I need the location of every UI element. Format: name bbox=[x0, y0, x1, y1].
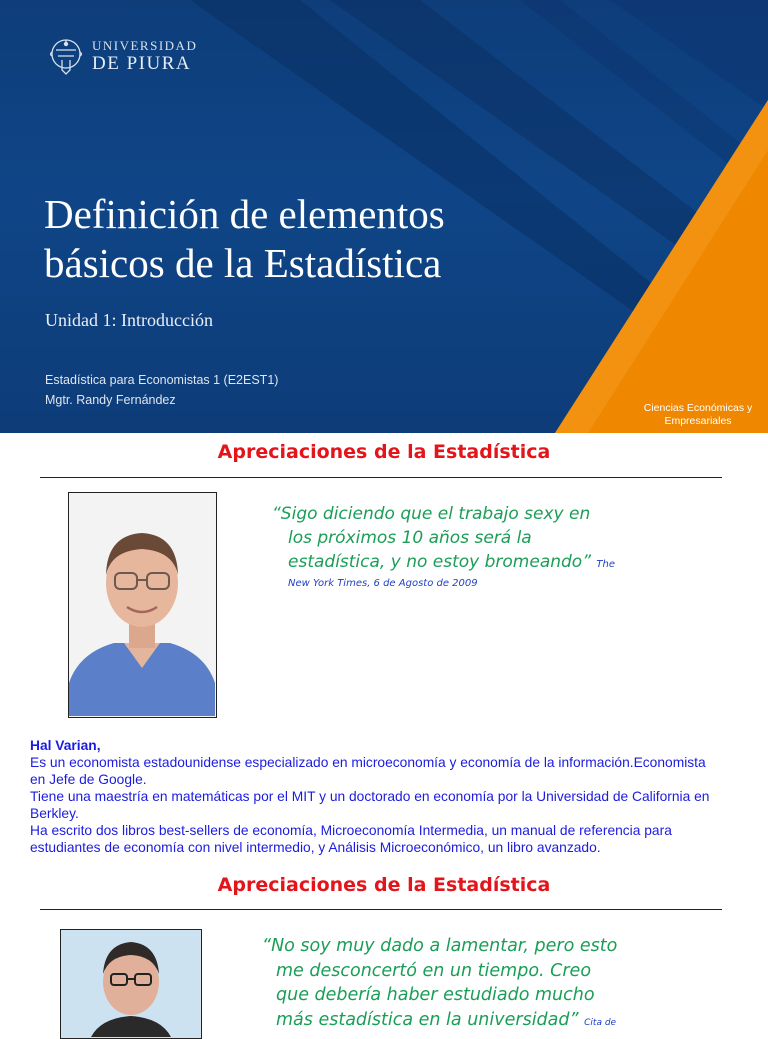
bio-name: Hal Varian, bbox=[30, 738, 101, 753]
section-heading-levchin: Apreciaciones de la Estadística bbox=[217, 874, 551, 896]
university-seal-icon bbox=[48, 32, 84, 80]
levchin-quote bbox=[262, 934, 638, 1035]
varian-quote bbox=[272, 502, 642, 591]
bio-line-3: Tiene una maestría en matemáticas por el MIT y un doctorado en economía por la Universidad de California en bbox=[30, 789, 710, 804]
quote2-line-3: que debería haber estudiado mucho bbox=[276, 985, 595, 1005]
title-slide bbox=[0, 0, 768, 433]
hal-varian-photo bbox=[68, 492, 217, 718]
heading-divider-2 bbox=[40, 909, 722, 910]
bio-line-2: en Jefe de Google. bbox=[30, 772, 147, 787]
quote-source: New York Times, 6 de Agosto de 2009 bbox=[288, 578, 478, 589]
faculty-label-line-1: Ciencias Económicas y bbox=[643, 402, 753, 414]
quote2-line-4-text: más estadística en la universidad” bbox=[276, 1009, 579, 1030]
quote-line-3-text: estadística, y no estoy bromeando” bbox=[288, 552, 592, 572]
logo-text-top: UNIVERSIDAD bbox=[92, 38, 198, 53]
levchin-photo bbox=[60, 929, 202, 1039]
quote-line-3 bbox=[272, 550, 642, 577]
bio-line-5: Ha escrito dos libros best-sellers de economía, Microeconomía Intermedia, un manual de referencia para bbox=[30, 823, 672, 838]
quote2-source-inline: Cita de bbox=[584, 1017, 617, 1028]
logo-text-bottom: DE PIURA bbox=[92, 53, 192, 74]
slide-title-line-2: básicos de la Estadística bbox=[44, 240, 442, 286]
quote2-line-2: me desconcertó en un tiempo. Creo bbox=[276, 960, 592, 981]
university-logo bbox=[48, 32, 198, 82]
slide-title-line-1: Definición de elementos bbox=[44, 191, 445, 237]
quote-line-2: los próximos 10 años será la bbox=[288, 528, 532, 548]
teacher-name: Mgtr. Randy Fernández bbox=[45, 393, 176, 407]
slide-title bbox=[44, 190, 644, 288]
quote2-line-4 bbox=[262, 1008, 638, 1036]
person-portrait-icon bbox=[69, 493, 215, 716]
faculty-label bbox=[638, 402, 758, 428]
bio-line-1: Es un economista estadounidense especializado en microeconomía y economía de la información.Economista bbox=[30, 755, 706, 770]
varian-bio bbox=[30, 737, 745, 856]
bio-line-6: estudiantes de economía con nivel intermedio, y Análisis Microeconómico, un libro avanzado. bbox=[30, 840, 601, 855]
slide-subtitle: Unidad 1: Introducción bbox=[45, 310, 213, 330]
heading-divider bbox=[40, 477, 722, 478]
course-name: Estadística para Economistas 1 (E2EST1) bbox=[45, 373, 279, 387]
quote-line-1: “Sigo diciendo que el trabajo sexy en bbox=[272, 504, 591, 524]
person-portrait-icon-2 bbox=[61, 930, 200, 1037]
section-heading-varian: Apreciaciones de la Estadística bbox=[217, 441, 551, 463]
quote-source-inline: The bbox=[596, 559, 616, 570]
faculty-label-line-2: Empresariales bbox=[664, 415, 732, 427]
quote2-line-1: “No soy muy dado a lamentar, pero esto bbox=[262, 936, 618, 956]
bio-line-4: Berkley. bbox=[30, 806, 79, 821]
